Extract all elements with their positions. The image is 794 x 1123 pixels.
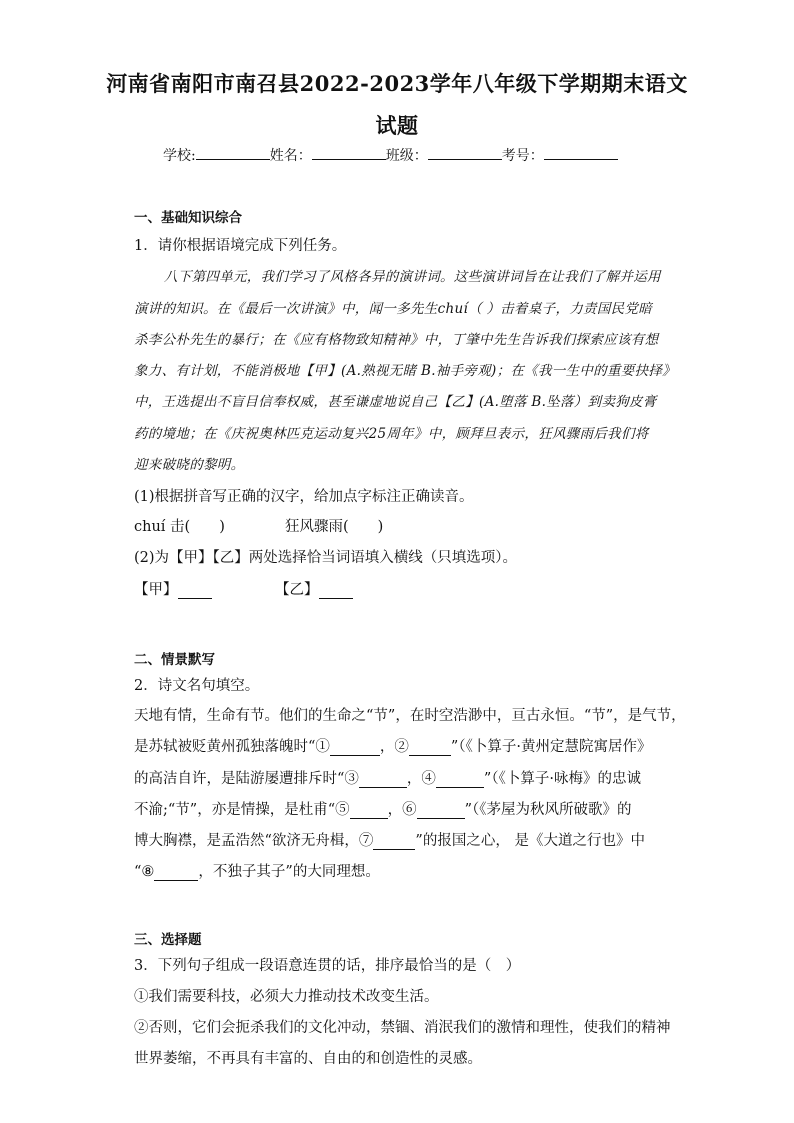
poem-line: 博大胸襟，是孟浩然“欲济无舟楫，⑦ ”的报国之心， 是《大道之行也》中 bbox=[134, 833, 645, 849]
passage-line: 演讲的知识。在《最后一次讲演》中，闻一多先生chuí（ ）击着桌子，力责国民党暗 bbox=[134, 301, 653, 317]
blank-8[interactable] bbox=[154, 865, 198, 881]
class-blank[interactable] bbox=[428, 145, 502, 160]
section-heading: 二、情景默写 bbox=[134, 652, 215, 668]
exam-no-label: 考号： bbox=[501, 148, 544, 164]
blank-3[interactable] bbox=[359, 772, 407, 788]
poem-line: 天地有情，生命有节。他们的生命之“节”，在时空浩渺中，亘古永恒。“节”，是气节， bbox=[134, 708, 686, 724]
exam-no-blank[interactable] bbox=[544, 145, 618, 160]
choice-sentence: ①我们需要科技，必须大力推动技术改变生活。 bbox=[134, 989, 439, 1005]
choice-sentence: ②否则，它们会扼杀我们的文化冲动，禁锢、消泯我们的激情和理性，使我们的精神 bbox=[134, 1020, 671, 1036]
answer-jia-row bbox=[134, 578, 212, 599]
jia-label: 【甲】 bbox=[134, 582, 178, 598]
passage-line: 药的境地；在《庆祝奥林匹克运动复兴25周年》中，顾拜旦表示，狂风骤雨后我们将 bbox=[134, 426, 649, 442]
name-blank[interactable] bbox=[312, 145, 386, 160]
school-blank[interactable] bbox=[196, 145, 270, 160]
question-stem: 3．下列句子组成一段语意连贯的话，排序最恰当的是（ ） bbox=[134, 958, 521, 974]
poem-line: 是苏轼被贬黄州孤独落魄时“① ，② ”（《卜算子·黄州定慧院寓居作》 bbox=[134, 739, 652, 755]
exam-title-continued: 试题 bbox=[375, 113, 419, 138]
name-label: 姓名： bbox=[269, 148, 312, 164]
jia-blank[interactable] bbox=[178, 583, 212, 599]
poem-line: 的高洁自许，是陆游屡遭排斥时“③ ，④ ”（《卜算子·咏梅》的忠诚 bbox=[134, 771, 641, 787]
blank-1[interactable] bbox=[330, 740, 380, 756]
sub-question: (2)为【甲】【乙】两处选择恰当词语填入横线（只填选项）。 bbox=[134, 550, 518, 566]
exam-title: 河南省南阳市南召县2022-2023学年八年级下学期期末语文 bbox=[106, 71, 688, 96]
yi-blank[interactable] bbox=[319, 583, 353, 599]
blank-4[interactable] bbox=[436, 772, 484, 788]
class-label: 班级： bbox=[385, 148, 428, 164]
section-heading: 一、基础知识综合 bbox=[134, 210, 242, 226]
sub-question: (1)根据拼音写正确的汉字，给加点字标注正确读音。 bbox=[134, 489, 474, 505]
passage-line: 杀李公朴先生的暴行；在《应有格物致知精神》中，丁肇中先生告诉我们探索应该有想 bbox=[134, 332, 659, 348]
answer-yi-row bbox=[275, 578, 353, 599]
passage-line: 中，王选提出不盲目信奉权威，甚至谦虚地说自己【乙】(A.堕落 B.坠落）到卖狗皮膏 bbox=[134, 394, 657, 410]
passage-line: 象力、有计划，不能消极地【甲】(A.熟视无睹 B.袖手旁观)；在《我一生中的重要抉择》 bbox=[134, 363, 676, 379]
pinyin-answer-b: 狂风骤雨( ) bbox=[285, 519, 384, 535]
question-stem: 2．诗文名句填空。 bbox=[134, 678, 260, 694]
blank-5[interactable] bbox=[350, 803, 388, 819]
student-info-row bbox=[163, 145, 618, 165]
school-label: 学校: bbox=[163, 148, 196, 164]
pinyin-answer-a: chuí 击( ) bbox=[134, 519, 225, 535]
yi-label: 【乙】 bbox=[275, 582, 319, 598]
blank-7[interactable] bbox=[373, 834, 415, 850]
blank-6[interactable] bbox=[417, 803, 465, 819]
question-stem: 1．请你根据语境完成下列任务。 bbox=[134, 238, 347, 254]
poem-line: 不渝;“节”，亦是情操，是杜甫“⑤ ，⑥ ”（《茅屋为秋风所破歌》的 bbox=[134, 802, 632, 818]
poem-line: “⑧ ，不独子其子”的大同理想。 bbox=[134, 864, 380, 880]
blank-2[interactable] bbox=[409, 740, 451, 756]
passage-line: 八下第四单元，我们学习了风格各异的演讲词。这些演讲词旨在让我们了解并运用 bbox=[164, 269, 661, 285]
section-heading: 三、选择题 bbox=[134, 932, 202, 948]
choice-sentence-continued: 世界萎缩，不再具有丰富的、自由的和创造性的灵感。 bbox=[134, 1051, 482, 1067]
passage-line: 迎来破晓的黎明。 bbox=[134, 457, 245, 473]
